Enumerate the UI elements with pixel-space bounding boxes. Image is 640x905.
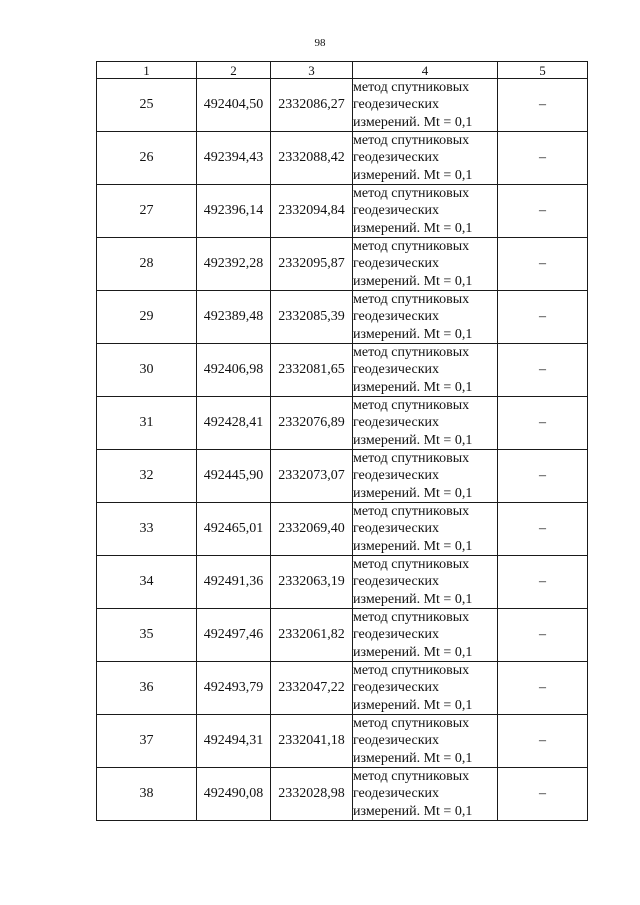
- table-row: [97, 715, 588, 768]
- x-coordinate-cell: 492497,46: [197, 609, 271, 662]
- method-line: измерений. Mt = 0,1: [353, 644, 473, 660]
- method-line: метод спутниковых: [353, 345, 470, 361]
- note-cell: –: [498, 503, 588, 556]
- method-line: метод спутниковых: [353, 769, 470, 785]
- x-coordinate-cell: 492491,36: [197, 556, 271, 609]
- point-number-cell: 25: [97, 79, 197, 132]
- note-cell: –: [498, 238, 588, 291]
- point-number-cell: 29: [97, 291, 197, 344]
- method-line: геодезических: [353, 415, 440, 431]
- column-header-1: 1: [97, 62, 197, 79]
- point-number-cell: 27: [97, 185, 197, 238]
- table-row: [97, 132, 588, 185]
- table-row: [97, 609, 588, 662]
- method-line: метод спутниковых: [353, 716, 470, 732]
- method-line: метод спутниковых: [353, 133, 470, 149]
- x-coordinate-cell: 492493,79: [197, 662, 271, 715]
- method-cell: [353, 397, 498, 450]
- method-line: геодезических: [353, 150, 440, 166]
- column-header-5: 5: [498, 62, 588, 79]
- table-row: [97, 556, 588, 609]
- method-line: измерений. Mt = 0,1: [353, 485, 473, 501]
- page-number: 98: [314, 37, 326, 49]
- table-header-row: [97, 62, 588, 79]
- x-coordinate-cell: 492404,50: [197, 79, 271, 132]
- table-row: [97, 344, 588, 397]
- method-line: метод спутниковых: [353, 239, 470, 255]
- method-line: геодезических: [353, 256, 440, 272]
- note-cell: –: [498, 291, 588, 344]
- method-cell: [353, 556, 498, 609]
- method-line: геодезических: [353, 468, 440, 484]
- method-line: геодезических: [353, 786, 440, 802]
- y-coordinate-cell: 2332081,65: [271, 344, 353, 397]
- point-number-cell: 37: [97, 715, 197, 768]
- note-cell: –: [498, 344, 588, 397]
- method-line: геодезических: [353, 733, 440, 749]
- table-row: [97, 503, 588, 556]
- x-coordinate-cell: 492490,08: [197, 768, 271, 821]
- table-row: [97, 450, 588, 503]
- note-cell: –: [498, 662, 588, 715]
- method-line: измерений. Mt = 0,1: [353, 167, 473, 183]
- column-header-2: 2: [197, 62, 271, 79]
- note-cell: –: [498, 556, 588, 609]
- y-coordinate-cell: 2332086,27: [271, 79, 353, 132]
- method-line: геодезических: [353, 521, 440, 537]
- method-cell: [353, 609, 498, 662]
- point-number-cell: 32: [97, 450, 197, 503]
- x-coordinate-cell: 492392,28: [197, 238, 271, 291]
- method-cell: [353, 79, 498, 132]
- method-line: измерений. Mt = 0,1: [353, 591, 473, 607]
- method-line: метод спутниковых: [353, 610, 470, 626]
- method-line: метод спутниковых: [353, 186, 470, 202]
- y-coordinate-cell: 2332076,89: [271, 397, 353, 450]
- note-cell: –: [498, 609, 588, 662]
- method-cell: [353, 503, 498, 556]
- method-cell: [353, 450, 498, 503]
- y-coordinate-cell: 2332094,84: [271, 185, 353, 238]
- x-coordinate-cell: 492465,01: [197, 503, 271, 556]
- method-line: измерений. Mt = 0,1: [353, 538, 473, 554]
- method-line: геодезических: [353, 203, 440, 219]
- note-cell: –: [498, 450, 588, 503]
- method-line: геодезических: [353, 309, 440, 325]
- point-number-cell: 30: [97, 344, 197, 397]
- table-row: [97, 662, 588, 715]
- method-line: измерений. Mt = 0,1: [353, 697, 473, 713]
- table-row: [97, 768, 588, 821]
- note-cell: –: [498, 768, 588, 821]
- table-row: [97, 238, 588, 291]
- y-coordinate-cell: 2332041,18: [271, 715, 353, 768]
- method-cell: [353, 238, 498, 291]
- method-cell: [353, 344, 498, 397]
- y-coordinate-cell: 2332069,40: [271, 503, 353, 556]
- note-cell: –: [498, 132, 588, 185]
- method-line: геодезических: [353, 362, 440, 378]
- y-coordinate-cell: 2332061,82: [271, 609, 353, 662]
- point-number-cell: 26: [97, 132, 197, 185]
- point-number-cell: 34: [97, 556, 197, 609]
- method-line: метод спутниковых: [353, 292, 470, 308]
- method-line: измерений. Mt = 0,1: [353, 273, 473, 289]
- table-row: [97, 185, 588, 238]
- y-coordinate-cell: 2332047,22: [271, 662, 353, 715]
- method-line: измерений. Mt = 0,1: [353, 220, 473, 236]
- method-line: измерений. Mt = 0,1: [353, 114, 473, 130]
- note-cell: –: [498, 185, 588, 238]
- table-row: [97, 291, 588, 344]
- method-line: геодезических: [353, 97, 440, 113]
- method-line: измерений. Mt = 0,1: [353, 379, 473, 395]
- method-cell: [353, 132, 498, 185]
- x-coordinate-cell: 492394,43: [197, 132, 271, 185]
- y-coordinate-cell: 2332095,87: [271, 238, 353, 291]
- method-cell: [353, 662, 498, 715]
- x-coordinate-cell: 492389,48: [197, 291, 271, 344]
- point-number-cell: 35: [97, 609, 197, 662]
- y-coordinate-cell: 2332088,42: [271, 132, 353, 185]
- y-coordinate-cell: 2332063,19: [271, 556, 353, 609]
- method-line: геодезических: [353, 574, 440, 590]
- point-number-cell: 31: [97, 397, 197, 450]
- point-number-cell: 28: [97, 238, 197, 291]
- x-coordinate-cell: 492406,98: [197, 344, 271, 397]
- x-coordinate-cell: 492396,14: [197, 185, 271, 238]
- note-cell: –: [498, 79, 588, 132]
- column-header-4: 4: [353, 62, 498, 79]
- method-line: измерений. Mt = 0,1: [353, 750, 473, 766]
- method-line: геодезических: [353, 680, 440, 696]
- point-number-cell: 33: [97, 503, 197, 556]
- method-line: метод спутниковых: [353, 557, 470, 573]
- y-coordinate-cell: 2332085,39: [271, 291, 353, 344]
- method-cell: [353, 291, 498, 344]
- y-coordinate-cell: 2332073,07: [271, 450, 353, 503]
- method-cell: [353, 768, 498, 821]
- point-number-cell: 36: [97, 662, 197, 715]
- x-coordinate-cell: 492494,31: [197, 715, 271, 768]
- method-line: метод спутниковых: [353, 398, 470, 414]
- point-number-cell: 38: [97, 768, 197, 821]
- table-row: [97, 397, 588, 450]
- method-line: измерений. Mt = 0,1: [353, 432, 473, 448]
- coordinates-table: [96, 61, 588, 821]
- x-coordinate-cell: 492445,90: [197, 450, 271, 503]
- method-line: геодезических: [353, 627, 440, 643]
- method-cell: [353, 185, 498, 238]
- y-coordinate-cell: 2332028,98: [271, 768, 353, 821]
- method-line: метод спутниковых: [353, 663, 470, 679]
- method-line: метод спутниковых: [353, 451, 470, 467]
- x-coordinate-cell: 492428,41: [197, 397, 271, 450]
- table-body: [97, 79, 588, 821]
- method-cell: [353, 715, 498, 768]
- note-cell: –: [498, 715, 588, 768]
- column-header-3: 3: [271, 62, 353, 79]
- method-line: измерений. Mt = 0,1: [353, 803, 473, 819]
- method-line: метод спутниковых: [353, 504, 470, 520]
- table-row: [97, 79, 588, 132]
- method-line: измерений. Mt = 0,1: [353, 326, 473, 342]
- note-cell: –: [498, 397, 588, 450]
- method-line: метод спутниковых: [353, 80, 470, 96]
